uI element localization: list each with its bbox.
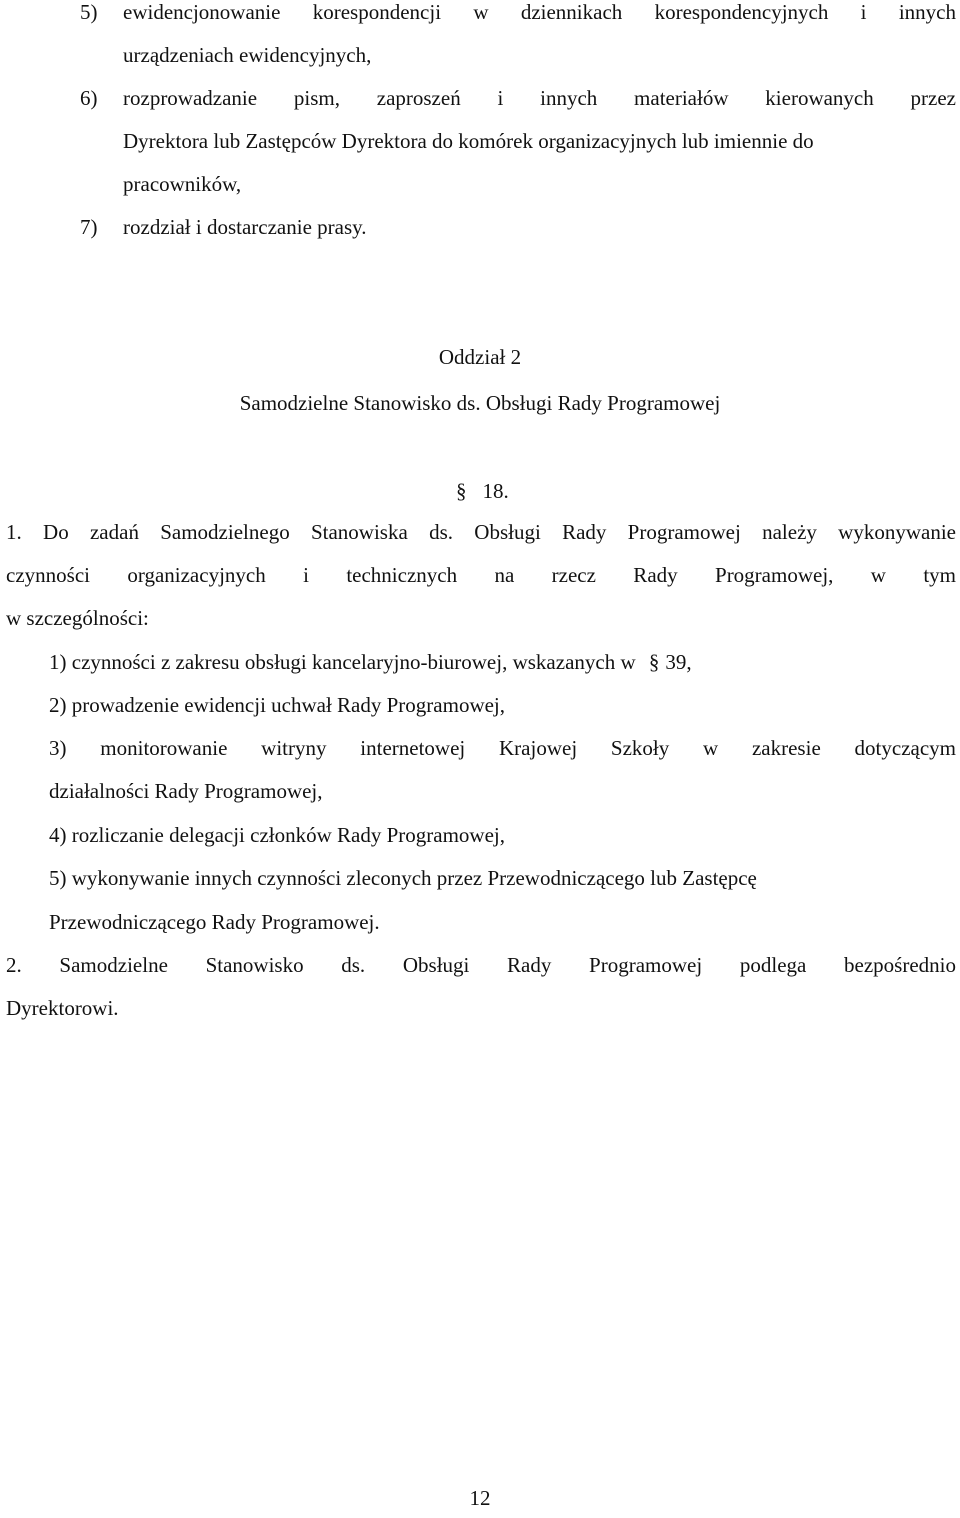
task-item-4: 4) rozliczanie delegacji członków Rady Programowej, [49,823,505,847]
list-item-6-line3: pracowników, [123,172,242,196]
list-item-5-number: 5) [80,0,98,24]
section-subtitle: Samodzielne Stanowisko ds. Obsługi Rady Programowej [239,391,721,415]
list-item-7-text: rozdział i dostarczanie prasy. [123,215,367,239]
paragraph-1-line2-text: czynności organizacyjnych i technicznych na rzecz Rady Programowej, w tym [6,563,956,587]
task-item-1-ref: 39, [665,650,692,674]
section-title: Oddział 2 [438,345,522,369]
task-item-2: 2) prowadzenie ewidencji uchwał Rady Programowej, [49,693,506,717]
section-sign-symbol: § [456,479,467,503]
task-item-5-line2: Przewodniczącego Rady Programowej. [49,910,380,934]
list-item-5-line1 [123,0,956,34]
list-item-6-line2: Dyrektora lub Zastępców Dyrektora do komórek organizacyjnych lub imiennie do [123,129,814,153]
list-item-6-number: 6) [80,86,98,110]
paragraph-2-line1 [6,944,956,987]
task-item-3-line1 [49,727,956,770]
task-item-1-text: 1) czynności z zakresu obsługi kancelaryjno-biurowej, wskazanych w [49,650,636,674]
list-item-6-line1 [123,77,956,120]
list-item-7-number: 7) [80,215,98,239]
section-sign-symbol: § [648,650,660,674]
page-number: 12 [469,1486,491,1510]
paragraph-heading [456,470,509,513]
task-item-1 [49,641,692,684]
paragraph-number: 18. [482,479,509,503]
paragraph-1-line1-text: 1. Do zadań Samodzielnego Stanowiska ds. Obsługi Rady Programowej należy wykonywanie [6,520,956,544]
task-item-3-line1-text: 3) monitorowanie witryny internetowej Krajowej Szkoły w zakresie dotyczącym [49,736,956,760]
list-item-6-line1-text: rozprowadzanie pism, zaproszeń i innych materiałów kierowanych przez [123,86,956,110]
paragraph-2-line1-text: 2. Samodzielne Stanowisko ds. Obsługi Rady Programowej podlega bezpośrednio [6,953,956,977]
paragraph-1-line1 [6,511,956,554]
task-item-5-line1: 5) wykonywanie innych czynności zleconych przez Przewodniczącego lub Zastępcę [49,866,757,890]
paragraph-1-line3: w szczególności: [6,606,149,630]
paragraph-2-line2: Dyrektorowi. [6,996,119,1020]
paragraph-1-line2 [6,554,956,597]
list-item-5-line1-text: ewidencjonowanie korespondencji w dziennikach korespondencyjnych i innych [123,0,956,24]
list-item-5-line2: urządzeniach ewidencyjnych, [123,43,372,67]
task-item-3-line2: działalności Rady Programowej, [49,779,323,803]
